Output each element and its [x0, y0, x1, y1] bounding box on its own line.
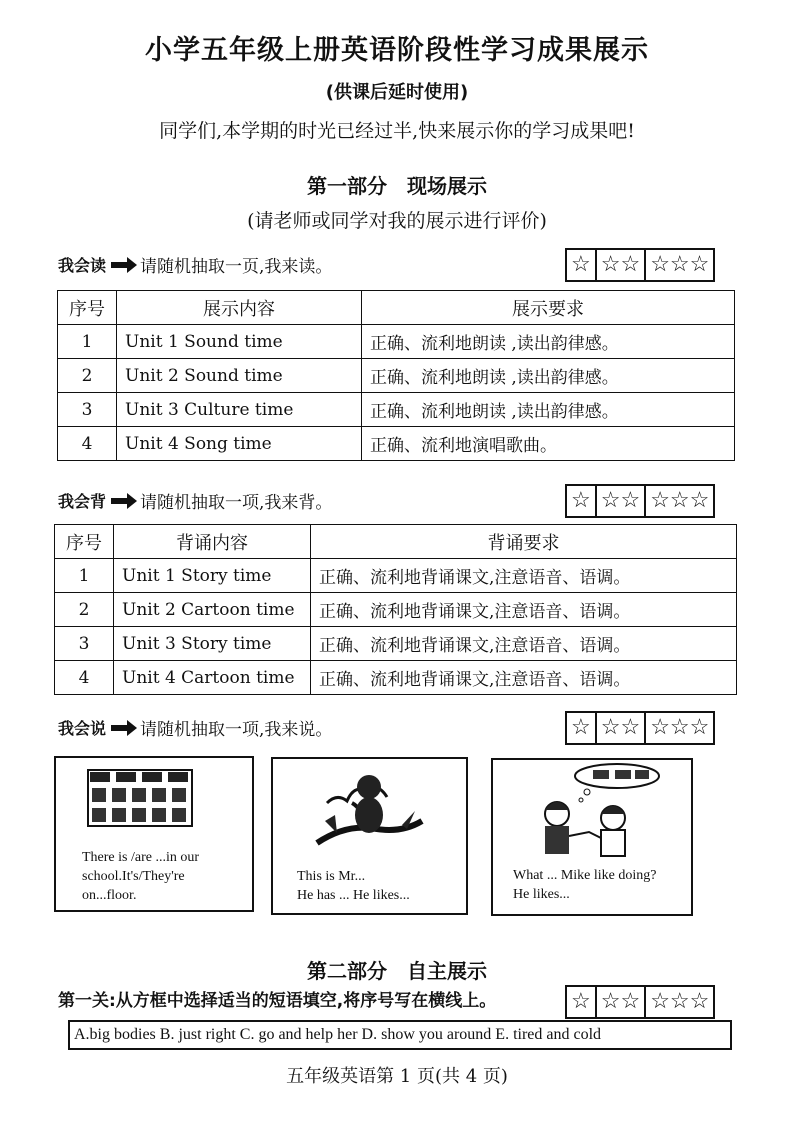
read-task-row — [58, 252, 332, 277]
table-row — [58, 359, 735, 393]
row-requirement: 正确、流利地背诵课文,注意语音、语调。 — [311, 627, 737, 661]
read-star-rating — [565, 248, 715, 282]
read-tag: 我会读 — [58, 256, 107, 275]
page-title: 小学五年级上册英语阶段性学习成果展示 — [145, 35, 649, 66]
star-two-icon[interactable]: ☆☆ — [597, 250, 646, 280]
table-row — [55, 559, 737, 593]
row-requirement: 正确、流利地朗读 ,读出韵律感。 — [362, 325, 735, 359]
page-subtitle: (供课后延时使用) — [325, 82, 469, 103]
star-one-icon[interactable]: ☆ — [567, 987, 597, 1017]
recite-instruction: 请随机抽取一项,我来背。 — [140, 493, 333, 513]
star-one-icon[interactable]: ☆ — [567, 713, 597, 743]
row-content: Unit 4 Song time — [117, 427, 362, 461]
table-row — [58, 393, 735, 427]
table-row — [55, 593, 737, 627]
row-content: Unit 2 Cartoon time — [114, 593, 311, 627]
arrow-right-icon — [111, 260, 137, 270]
star-three-icon[interactable]: ☆☆☆ — [650, 989, 710, 1014]
row-requirement: 正确、流利地背诵课文,注意语音、语调。 — [311, 559, 737, 593]
intro-text: 同学们,本学期的时光已经过半,快来展示你的学习成果吧! — [159, 120, 635, 142]
recite-tag: 我会背 — [58, 492, 107, 511]
picture-caption: There is /are ...in our school.It's/They're on...floor. — [82, 850, 200, 903]
picture-caption: This is Mr... He has ... He likes... — [297, 869, 410, 903]
recite-table — [54, 524, 737, 695]
row-no: 3 — [55, 627, 114, 661]
row-content: Unit 1 Sound time — [117, 325, 362, 359]
row-content: Unit 4 Cartoon time — [114, 661, 311, 695]
picture-caption: What ... Mike like doing? He likes... — [513, 868, 657, 902]
row-no: 1 — [55, 559, 114, 593]
row-no: 4 — [58, 427, 117, 461]
question-1-instruction: 第一关:从方框中选择适当的短语填空,将序号写在横线上。 — [58, 991, 497, 1011]
table-row — [58, 325, 735, 359]
row-requirement: 正确、流利地朗读 ,读出韵律感。 — [362, 359, 735, 393]
row-no: 2 — [55, 593, 114, 627]
part2-heading: 第二部分 自主展示 — [307, 959, 487, 983]
row-requirement: 正确、流利地背诵课文,注意语音、语调。 — [311, 593, 737, 627]
table-row — [55, 627, 737, 661]
part1-subheading: (请老师或同学对我的展示进行评价) — [247, 210, 547, 232]
row-content: Unit 1 Story time — [114, 559, 311, 593]
row-content: Unit 2 Sound time — [117, 359, 362, 393]
table-row — [55, 661, 737, 695]
row-requirement: 正确、流利地朗读 ,读出韵律感。 — [362, 393, 735, 427]
read-header-content: 展示内容 — [117, 291, 362, 325]
star-one-icon[interactable]: ☆ — [567, 486, 597, 516]
recite-header-no: 序号 — [55, 525, 114, 559]
arrow-right-icon — [111, 496, 137, 506]
star-two-icon[interactable]: ☆☆ — [597, 987, 646, 1017]
row-no: 3 — [58, 393, 117, 427]
recite-task-row — [58, 488, 332, 513]
recite-header-req: 背诵要求 — [311, 525, 737, 559]
q1-star-rating — [565, 985, 715, 1019]
star-two-icon[interactable]: ☆☆ — [597, 713, 646, 743]
picture-card-kids — [491, 758, 693, 916]
read-table — [57, 290, 735, 461]
read-header-no: 序号 — [58, 291, 117, 325]
picture-card-school — [54, 756, 254, 912]
star-three-icon[interactable]: ☆☆☆ — [650, 252, 710, 277]
row-content: Unit 3 Story time — [114, 627, 311, 661]
star-two-icon[interactable]: ☆☆ — [597, 486, 646, 516]
speak-task-row — [58, 715, 332, 740]
star-three-icon[interactable]: ☆☆☆ — [650, 715, 710, 740]
read-header-req: 展示要求 — [362, 291, 735, 325]
arrow-right-icon — [111, 723, 137, 733]
row-no: 1 — [58, 325, 117, 359]
school-building-illustration — [86, 768, 196, 830]
row-requirement: 正确、流利地背诵课文,注意语音、语调。 — [311, 661, 737, 695]
star-three-icon[interactable]: ☆☆☆ — [650, 488, 710, 513]
phrase-options-box: A.big bodies B. just right C. go and help her D. show you around E. tired and cold — [68, 1020, 732, 1050]
speak-instruction: 请随机抽取一项,我来说。 — [140, 720, 333, 740]
part1-heading: 第一部分 现场展示 — [307, 174, 487, 198]
page-footer: 五年级英语第 1 页(共 4 页) — [286, 1066, 508, 1087]
tree-figure-illustration — [307, 763, 427, 853]
speak-tag: 我会说 — [58, 719, 107, 738]
picture-card-teacher — [271, 757, 468, 915]
star-one-icon[interactable]: ☆ — [567, 250, 597, 280]
row-no: 2 — [58, 359, 117, 393]
speak-star-rating — [565, 711, 715, 745]
table-row — [58, 427, 735, 461]
two-kids-illustration — [517, 762, 667, 857]
recite-star-rating — [565, 484, 715, 518]
recite-header-content: 背诵内容 — [114, 525, 311, 559]
row-content: Unit 3 Culture time — [117, 393, 362, 427]
row-no: 4 — [55, 661, 114, 695]
row-requirement: 正确、流利地演唱歌曲。 — [362, 427, 735, 461]
read-instruction: 请随机抽取一页,我来读。 — [140, 257, 333, 277]
